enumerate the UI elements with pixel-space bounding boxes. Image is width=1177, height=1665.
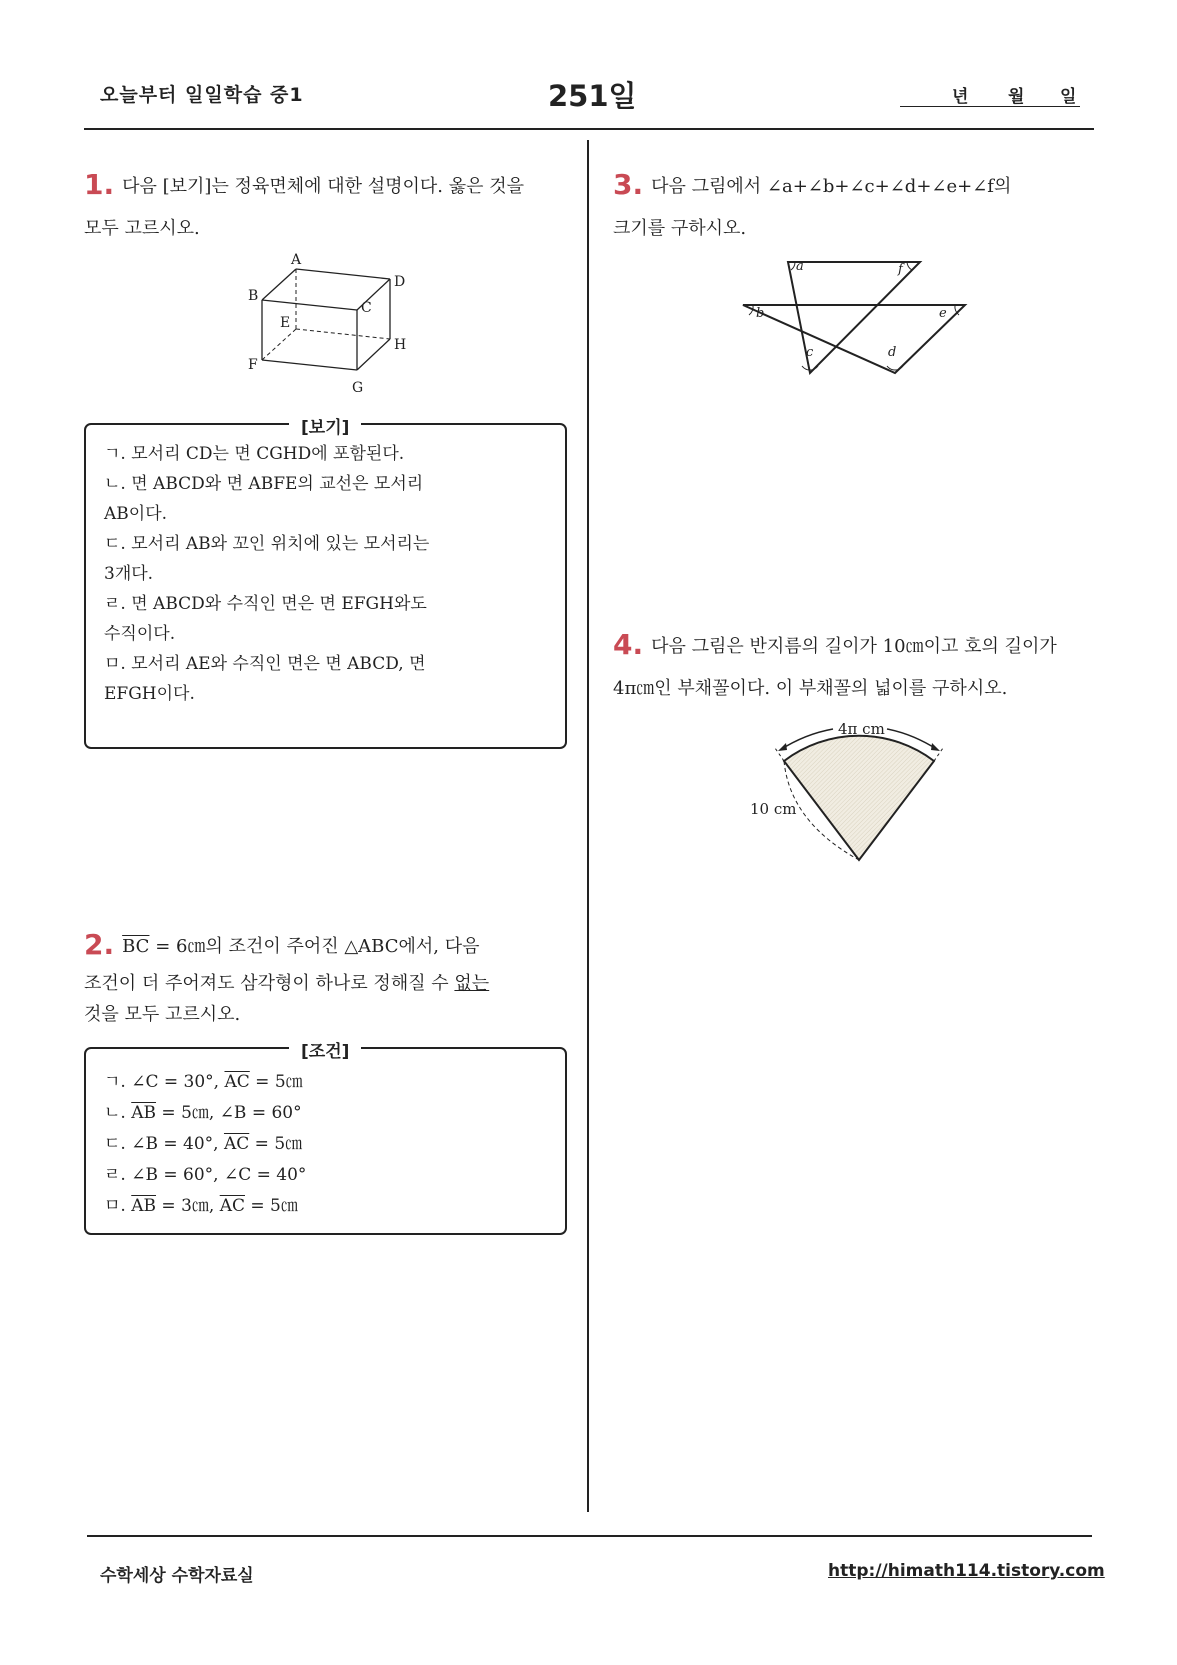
date-day-label: 일 <box>1060 87 1077 107</box>
condition-box <box>84 1042 567 1235</box>
bogi-item: 3개다. <box>104 564 154 584</box>
question-3 <box>613 164 1093 250</box>
question-1 <box>84 164 574 250</box>
bogi-item: ㄷ. 모서리 AB와 꼬인 위치에 있는 모서리는 <box>104 534 430 554</box>
vertex-label: D <box>394 274 406 290</box>
bogi-item: ㄴ. 면 ABCD와 면 ABFE의 교선은 모서리 <box>104 474 424 494</box>
vertex-label: A <box>291 252 302 268</box>
condition-list <box>104 1067 544 1222</box>
condition-item: ㄱ. ∠C = 30°, $\overline{AC}$ = 5㎝ <box>104 1072 303 1092</box>
bogi-item: ㄹ. 면 ABCD와 수직인 면은 면 EFGH와도 <box>104 594 427 614</box>
footer-link[interactable]: http://himath114.tistory.com <box>828 1561 1105 1581</box>
triangles-figure <box>740 255 970 380</box>
angle-label: c <box>806 345 814 360</box>
question-number: 4. <box>613 628 644 661</box>
question-text: 크기를 구하시오. <box>613 218 747 239</box>
bogi-item: ㄱ. 모서리 CD는 면 CGHD에 포함된다. <box>104 444 405 464</box>
vertex-label: C <box>361 300 372 316</box>
angle-label: f <box>898 262 903 277</box>
radius-label: 10 cm <box>750 800 797 818</box>
vertex-label: F <box>248 357 258 373</box>
vertex-label: B <box>248 288 259 304</box>
footer-source: 수학세상 수학자료실 <box>100 1566 254 1586</box>
angle-label: a <box>796 259 804 274</box>
date-year-label: 년 <box>952 87 969 107</box>
arc-length-label: 4π cm <box>838 720 885 738</box>
column-divider <box>587 140 589 1512</box>
question-text: 조건이 더 주어져도 삼각형이 하나로 정해질 수 <box>84 973 455 994</box>
question-number: 1. <box>84 168 115 201</box>
date-field <box>900 82 1080 107</box>
cuboid-figure <box>240 250 420 400</box>
question-text: 4π㎝인 부채꼴이다. 이 부채꼴의 넓이를 구하시오. <box>613 678 1008 699</box>
condition-item: ㅁ. $\overline{AB}$ = 3㎝, $\overline{AC}$ = 5㎝ <box>104 1196 298 1216</box>
condition-item: ㄷ. ∠B = 40°, $\overline{AC}$ = 5㎝ <box>104 1134 303 1154</box>
vertex-label: E <box>280 315 291 331</box>
bogi-list <box>104 439 544 709</box>
condition-item: ㄹ. ∠B = 60°, ∠C = 40° <box>104 1165 307 1185</box>
emphasis-text: 없는 <box>454 973 490 994</box>
angle-label: d <box>888 345 897 360</box>
bogi-item: ㅁ. 모서리 AE와 수직인 면은 면 ABCD, 면 <box>104 654 426 674</box>
question-2 <box>84 924 574 1030</box>
sector-figure <box>750 712 960 867</box>
condition-item: ㄴ. $\overline{AB}$ = 5㎝, ∠B = 60° <box>104 1103 302 1123</box>
question-text: 다음 [보기]는 정육면체에 대한 설명이다. 옳은 것을 <box>122 176 524 197</box>
vertex-label: G <box>352 380 364 396</box>
bogi-title: [보기] <box>289 413 361 438</box>
day-number: 251일 <box>548 79 637 113</box>
vertex-label: H <box>394 337 407 353</box>
angle-label: b <box>756 306 765 321</box>
question-number: 2. <box>84 928 115 961</box>
header-rule <box>84 128 1094 130</box>
bogi-item: 수직이다. <box>104 624 176 644</box>
angle-label: e <box>939 306 947 321</box>
question-number: 3. <box>613 168 644 201</box>
question-text: 다음 그림에서 ∠a+∠b+∠c+∠d+∠e+∠f의 <box>651 176 1012 197</box>
question-4 <box>613 624 1093 710</box>
bogi-box <box>84 418 567 749</box>
footer-rule <box>87 1535 1092 1537</box>
question-text: 다음 그림은 반지름의 길이가 10㎝이고 호의 길이가 <box>651 636 1057 657</box>
date-month-label: 월 <box>1008 87 1025 107</box>
condition-title: [조건] <box>289 1037 361 1062</box>
question-text: = 6㎝의 조건이 주어진 △ABC에서, 다음 <box>149 936 480 957</box>
worksheet-title: 오늘부터 일일학습 중1 <box>100 84 304 106</box>
segment-bc: $\overline{BC}$ <box>122 936 150 957</box>
bogi-item: EFGH이다. <box>104 684 195 704</box>
bogi-item: AB이다. <box>104 504 168 524</box>
question-text: 것을 모두 고르시오. <box>84 1004 241 1025</box>
question-text: 모두 고르시오. <box>84 218 200 239</box>
